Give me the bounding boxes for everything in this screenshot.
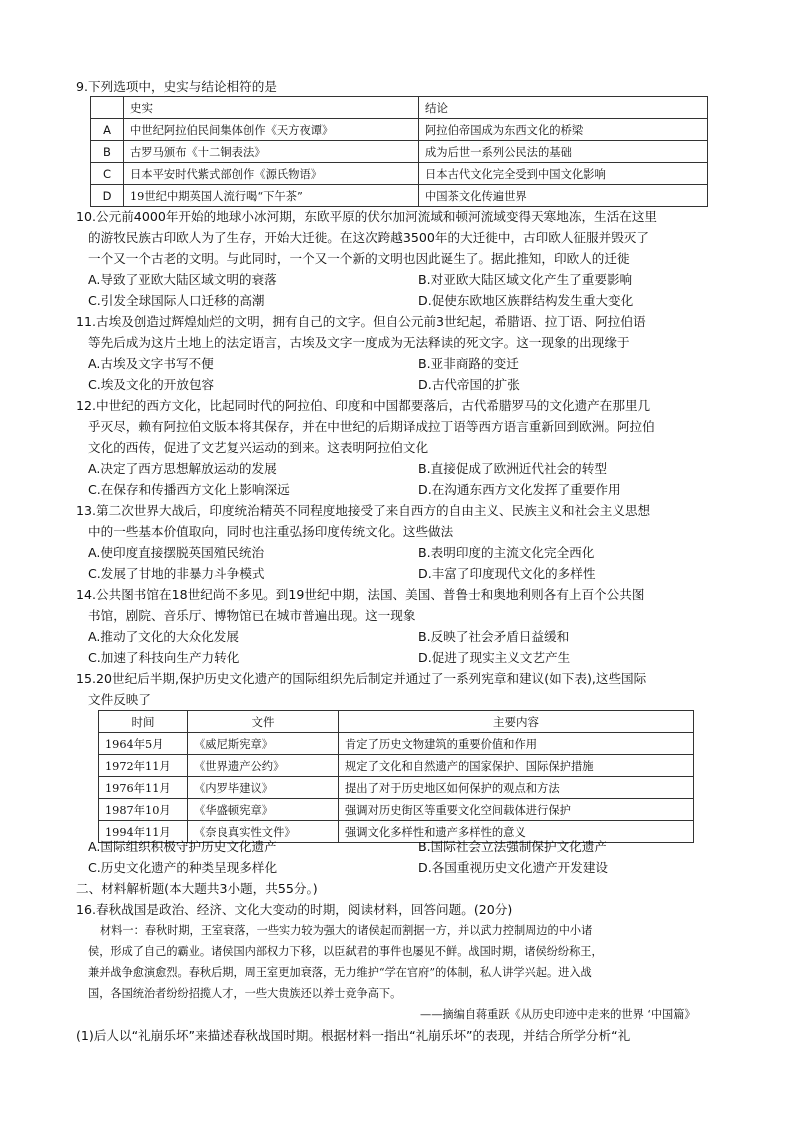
table-row: 1976年11月 《内罗毕建议》 提出了对于历史地区如何保护的观点和方法 <box>99 777 694 799</box>
table-row: 1972年11月 《世界遗产公约》 规定了文化和自然遗产的国家保护、国际保护措施 <box>99 755 694 777</box>
q11-line: 等先后成为这片土地上的法定语言，古埃及文字一度成为无法释读的死文字。这一现象的出现缘于 <box>88 335 630 350</box>
q10-option-d: D.促使东欧地区族群结构发生重大变化 <box>418 293 634 308</box>
q12-line: 乎灭尽，赖有阿拉伯文版本将其保存，并在中世纪的后期译成拉丁语等西方语言重新回到欧洲。阿拉伯 <box>88 419 655 434</box>
q15-option-c: C.历史文化遗产的种类呈现多样化 <box>88 860 278 875</box>
q14-option-c: C.加速了科技向生产力转化 <box>88 650 240 665</box>
q10-option-c: C.引发全球国际人口迁移的高潮 <box>88 293 265 308</box>
table-header-row <box>91 97 708 119</box>
q15-line: 文件反映了 <box>88 692 151 707</box>
table-row: B 古罗马颁布《十二铜表法》 成为后世一系列公民法的基础 <box>91 141 708 163</box>
q10-line: 10.公元前4000年开始的地球小冰河期，东欧平原的伏尔加河流域和顿河流域变得天寒地冻，生活在这里 <box>76 209 658 224</box>
q13-option-d: D.丰富了印度现代文化的多样性 <box>418 566 596 581</box>
q14-option-a: A.推动了文化的大众化发展 <box>88 629 239 644</box>
q11-option-b: B.亚非商路的变迁 <box>418 356 519 371</box>
table-row: 1964年5月 《威尼斯宪章》 肯定了历史文物建筑的重要价值和作用 <box>99 733 694 755</box>
material-line: 国，各国统治者纷纷招揽人才，一些大贵族还以养士竞争高下。 <box>88 987 402 1000</box>
q15-option-a: A.国际组织积极守护历史文化遗产 <box>88 839 277 854</box>
q11-option-a: A.古埃及文字书写不便 <box>88 356 214 371</box>
q13-option-b: B.表明印度的主流文化完全西化 <box>418 545 595 560</box>
q15-table <box>98 710 694 843</box>
q11-line: 11.古埃及创造过辉煌灿烂的文明，拥有自己的文字。但自公元前3世纪起，希腊语、拉丁语、阿拉伯语 <box>76 314 646 329</box>
q14-line: 14.公共图书馆在18世纪尚不多见。到19世纪中期，法国、美国、普鲁士和奥地利则各有上百个公共图 <box>76 587 645 602</box>
q16-stem: 16.春秋战国是政治、经济、文化大变动的时期，阅读材料，回答问题。(20分) <box>76 902 513 917</box>
q15-option-b: B.国际社会立法强制保护文化遗产 <box>418 839 607 854</box>
q9-table <box>90 96 708 207</box>
q14-line: 书馆，剧院、音乐厅、博物馆已在城市普遍出现。这一现象 <box>88 608 416 623</box>
table-row: C 日本平安时代紫式部创作《源氏物语》 日本古代文化完全受到中国文化影响 <box>91 163 708 185</box>
q13-line: 13.第二次世界大战后，印度统治精英不同程度地接受了来自西方的自由主义、民族主义和社会主义思想 <box>76 503 651 518</box>
section-title: 二、材料解析题(本大题共3小题，共55分。) <box>76 881 318 896</box>
q12-option-a: A.决定了西方思想解放运动的发展 <box>88 461 277 476</box>
q12-option-c: C.在保存和传播西方文化上影响深远 <box>88 482 290 497</box>
q10-option-a: A.导致了亚欧大陆区域文明的衰落 <box>88 272 277 287</box>
q15-option-d: D.各国重视历史文化遗产开发建设 <box>418 860 609 875</box>
q10-line: 一个又一个古老的文明。与此同时，一个又一个新的文明也因此诞生了。据此推知，印欧人的迁徙 <box>88 251 630 266</box>
q9-stem: 9.下列选项中，史实与结论相符的是 <box>76 79 277 94</box>
q13-option-c: C.发展了甘地的非暴力斗争模式 <box>88 566 265 581</box>
table-header-row: 时间 文件 主要内容 <box>99 711 694 733</box>
q11-option-c: C.埃及文化的开放包容 <box>88 377 215 392</box>
q14-option-b: B.反映了社会矛盾日益缓和 <box>418 629 570 644</box>
q11-option-d: D.古代帝国的扩张 <box>418 377 520 392</box>
q14-option-d: D.促进了现实主义文艺产生 <box>418 650 571 665</box>
table-row: 1987年10月 《华盛顿宪章》 强调对历史街区等重要文化空间载体进行保护 <box>99 799 694 821</box>
table-row: 1994年11月 《奈良真实性文件》 强调文化多样性和遗产多样性的意义 <box>99 821 694 843</box>
material-source: ——摘编自蒋重跃《从历史印迹中走来的世界 ‘中国篇》 <box>420 1008 696 1021</box>
material-line: 兼并战争愈演愈烈。春秋后期，周王室更加衰落，无力维护“学在官府”的体制，私人讲学兴起。进入战 <box>88 966 592 979</box>
q12-line: 12.中世纪的西方文化，比起同时代的阿拉伯、印度和中国都要落后，古代希腊罗马的文化遗产在那里几 <box>76 398 651 413</box>
q13-option-a: A.使印度直接摆脱英国殖民统治 <box>88 545 265 560</box>
q10-option-b: B.对亚欧大陆区域文化产生了重要影响 <box>418 272 633 287</box>
q13-line: 中的一些基本价值取向，同时也注重弘扬印度传统文化。这些做法 <box>88 524 454 539</box>
material-line: 侯，形成了自己的霸业。诸侯国内部权力下移，以臣弑君的事件也屡见不鲜。战国时期，诸侯纷纷称王， <box>88 945 603 958</box>
table-row: D 19世纪中期英国人流行喝“下午茶” 中国茶文化传遍世界 <box>91 185 708 207</box>
q12-option-d: D.在沟通东西方文化发挥了重要作用 <box>418 482 621 497</box>
q16-subquestion-1: (1)后人以“礼崩乐坏”来描述春秋战国时期。根据材料一指出“礼崩乐坏”的表现，并结合所学分析“礼 <box>76 1028 631 1043</box>
q12-line: 文化的西传，促进了文艺复兴运动的到来。这表明阿拉伯文化 <box>88 440 429 455</box>
table-row: A 中世纪阿拉伯民间集体创作《天方夜谭》 阿拉伯帝国成为东西文化的桥梁 <box>91 119 708 141</box>
material-line: 材料一：春秋时期，王室衰落，一些实力较为强大的诸侯起而割据一方，并以武力控制周边的中小诸 <box>100 924 593 937</box>
header-conclusion: 结论 <box>419 97 708 119</box>
q15-line: 15.20世纪后半期,保护历史文化遗产的国际组织先后制定并通过了一系列宪章和建议(如下表),这些国际 <box>76 671 647 686</box>
q12-option-b: B.直接促成了欧洲近代社会的转型 <box>418 461 607 476</box>
q10-line: 的游牧民族古印欧人为了生存，开始大迁徙。在这次跨越3500年的大迁徙中，古印欧人征服并毁灭了 <box>88 230 649 245</box>
header-fact: 史实 <box>124 97 419 119</box>
